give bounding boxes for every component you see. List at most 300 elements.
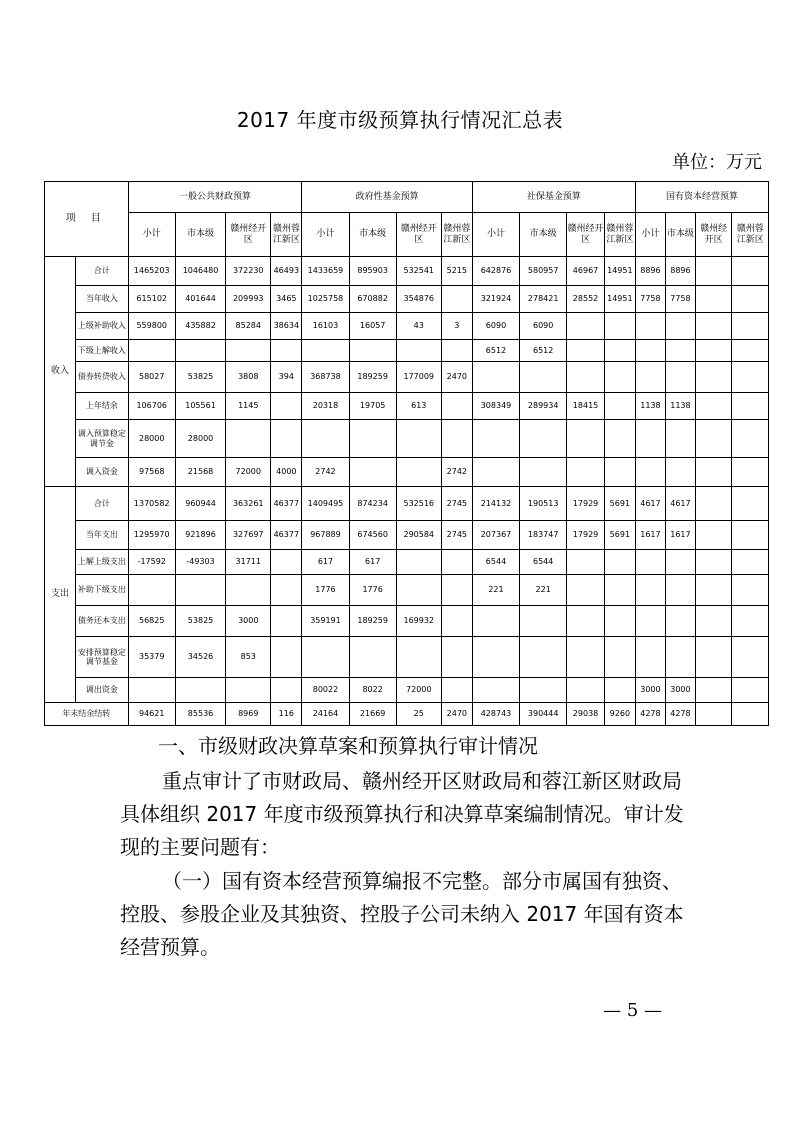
row-label: 补助下级支出 bbox=[76, 575, 129, 606]
table-cell bbox=[271, 393, 302, 420]
table-cell: 3465 bbox=[271, 286, 302, 313]
table-cell bbox=[441, 340, 472, 362]
table-cell: 105561 bbox=[175, 393, 225, 420]
table-cell: 19705 bbox=[349, 393, 396, 420]
table-title: 2017 年度市级预算执行情况汇总表 bbox=[236, 108, 564, 132]
paragraph-2-lead: （一）国有资本经营预算编报不完整。 bbox=[162, 869, 502, 893]
table-cell bbox=[302, 420, 349, 458]
table-cell bbox=[567, 458, 605, 487]
table-cell bbox=[349, 340, 396, 362]
table-cell: 580957 bbox=[520, 257, 567, 286]
table-cell: 532516 bbox=[396, 487, 441, 521]
table-row bbox=[45, 487, 769, 521]
table-cell: 6544 bbox=[520, 550, 567, 575]
table-cell bbox=[520, 362, 567, 393]
table-cell bbox=[226, 420, 271, 458]
table-cell bbox=[695, 521, 731, 550]
table-cell bbox=[695, 340, 731, 362]
table-cell: 321924 bbox=[472, 286, 519, 313]
table-cell bbox=[695, 606, 731, 637]
table-cell bbox=[635, 420, 665, 458]
table-cell: 1433659 bbox=[302, 257, 349, 286]
table-cell bbox=[396, 458, 441, 487]
table-cell: 3 bbox=[441, 313, 472, 340]
table-cell bbox=[175, 575, 225, 606]
table-cell bbox=[665, 606, 695, 637]
table-cell bbox=[567, 420, 605, 458]
row-label: 上年结余 bbox=[76, 393, 129, 420]
group-header: 政府性基金预算 bbox=[302, 182, 473, 213]
table-cell bbox=[665, 313, 695, 340]
table-cell: 617 bbox=[349, 550, 396, 575]
table-cell: 28552 bbox=[567, 286, 605, 313]
section-label: 支出 bbox=[45, 487, 76, 703]
table-cell: 1138 bbox=[665, 393, 695, 420]
table-cell bbox=[732, 257, 769, 286]
table-cell bbox=[567, 362, 605, 393]
table-cell bbox=[271, 637, 302, 678]
table-cell: 359191 bbox=[302, 606, 349, 637]
table-cell: 25 bbox=[396, 703, 441, 726]
table-cell: 327697 bbox=[226, 521, 271, 550]
table-cell: 16103 bbox=[302, 313, 349, 340]
table-cell: 43 bbox=[396, 313, 441, 340]
table-cell bbox=[604, 575, 635, 606]
column-header: 小计 bbox=[472, 213, 519, 257]
table-cell: 14951 bbox=[604, 286, 635, 313]
table-cell: 290584 bbox=[396, 521, 441, 550]
table-cell: 106706 bbox=[128, 393, 175, 420]
table-cell bbox=[665, 458, 695, 487]
table-cell: 4278 bbox=[635, 703, 665, 726]
table-cell bbox=[604, 678, 635, 703]
table-cell: 209993 bbox=[226, 286, 271, 313]
table-cell: 29038 bbox=[567, 703, 605, 726]
table-cell: 183747 bbox=[520, 521, 567, 550]
table-cell: 1370582 bbox=[128, 487, 175, 521]
table-cell: 1046480 bbox=[175, 257, 225, 286]
table-cell: 308349 bbox=[472, 393, 519, 420]
paragraph-1: 重点审计了市财政局、赣州经开区财政局和蓉江新区财政局具体组织 2017 年度市级预算执行和决算草案编制情况。审计发现的主要问题有： bbox=[120, 769, 684, 859]
table-cell: 1409495 bbox=[302, 487, 349, 521]
table-cell: 7758 bbox=[665, 286, 695, 313]
column-header: 赣州蓉江新区 bbox=[441, 213, 472, 257]
table-cell bbox=[349, 420, 396, 458]
table-cell bbox=[635, 550, 665, 575]
table-cell bbox=[441, 420, 472, 458]
table-cell: 31711 bbox=[226, 550, 271, 575]
table-cell bbox=[441, 550, 472, 575]
table-cell bbox=[732, 420, 769, 458]
table-cell bbox=[695, 420, 731, 458]
table-cell bbox=[175, 340, 225, 362]
table-cell: 2742 bbox=[302, 458, 349, 487]
table-cell bbox=[441, 678, 472, 703]
table-cell bbox=[441, 286, 472, 313]
table-cell bbox=[695, 286, 731, 313]
table-cell: 1025758 bbox=[302, 286, 349, 313]
table-row bbox=[45, 340, 769, 362]
column-header: 小计 bbox=[635, 213, 665, 257]
table-cell bbox=[472, 458, 519, 487]
table-cell: 4617 bbox=[665, 487, 695, 521]
table-cell bbox=[732, 550, 769, 575]
table-row bbox=[45, 393, 769, 420]
table-cell bbox=[604, 393, 635, 420]
table-cell bbox=[665, 575, 695, 606]
table-cell: 4000 bbox=[271, 458, 302, 487]
table-cell bbox=[732, 393, 769, 420]
table-cell: 3000 bbox=[635, 678, 665, 703]
paragraph-2 bbox=[120, 865, 695, 964]
table-cell: 1465203 bbox=[128, 257, 175, 286]
table-cell: 21568 bbox=[175, 458, 225, 487]
table-cell: 1776 bbox=[349, 575, 396, 606]
table-cell bbox=[396, 420, 441, 458]
table-cell bbox=[695, 257, 731, 286]
table-cell: 72000 bbox=[226, 458, 271, 487]
row-label: 上解上级支出 bbox=[76, 550, 129, 575]
table-cell: 642876 bbox=[472, 257, 519, 286]
table-row bbox=[45, 678, 769, 703]
table-cell: 5691 bbox=[604, 487, 635, 521]
table-cell: 16057 bbox=[349, 313, 396, 340]
table-cell: 189259 bbox=[349, 606, 396, 637]
section-heading: 一、市级财政决算草案和预算执行审计情况 bbox=[158, 734, 538, 758]
table-cell: 354876 bbox=[396, 286, 441, 313]
table-row bbox=[45, 313, 769, 340]
group-header: 国有资本经营预算 bbox=[635, 182, 768, 213]
table-cell: 97568 bbox=[128, 458, 175, 487]
table-cell bbox=[732, 340, 769, 362]
table-cell bbox=[520, 606, 567, 637]
table-cell: 8969 bbox=[226, 703, 271, 726]
table-cell bbox=[665, 550, 695, 575]
table-cell bbox=[396, 550, 441, 575]
column-header: 赣州蓉江新区 bbox=[271, 213, 302, 257]
table-cell: 80022 bbox=[302, 678, 349, 703]
table-cell: 4617 bbox=[635, 487, 665, 521]
table-cell bbox=[520, 637, 567, 678]
table-cell bbox=[604, 362, 635, 393]
table-cell bbox=[520, 420, 567, 458]
table-cell bbox=[635, 362, 665, 393]
table-row bbox=[45, 257, 769, 286]
table-cell: 4278 bbox=[665, 703, 695, 726]
row-label: 上级补助收入 bbox=[76, 313, 129, 340]
table-cell bbox=[271, 575, 302, 606]
table-cell bbox=[695, 550, 731, 575]
row-label: 调入预算稳定调节金 bbox=[76, 420, 129, 458]
table-cell: 17929 bbox=[567, 521, 605, 550]
table-cell: 2745 bbox=[441, 487, 472, 521]
table-cell bbox=[441, 393, 472, 420]
table-cell bbox=[271, 606, 302, 637]
column-header: 市本级 bbox=[520, 213, 567, 257]
table-cell bbox=[635, 575, 665, 606]
table-cell: 189259 bbox=[349, 362, 396, 393]
table-cell bbox=[732, 606, 769, 637]
table-cell: 435882 bbox=[175, 313, 225, 340]
table-cell bbox=[302, 340, 349, 362]
table-cell bbox=[665, 362, 695, 393]
table-cell bbox=[349, 458, 396, 487]
row-label: 债券转贷收入 bbox=[76, 362, 129, 393]
table-cell: 177009 bbox=[396, 362, 441, 393]
row-label: 当年支出 bbox=[76, 521, 129, 550]
table-cell: 372230 bbox=[226, 257, 271, 286]
table-cell: 21669 bbox=[349, 703, 396, 726]
table-cell bbox=[349, 637, 396, 678]
table-cell: 1138 bbox=[635, 393, 665, 420]
table-cell: 35379 bbox=[128, 637, 175, 678]
table-cell: 278421 bbox=[520, 286, 567, 313]
table-cell: 921896 bbox=[175, 521, 225, 550]
table-cell bbox=[695, 313, 731, 340]
table-cell bbox=[665, 420, 695, 458]
table-cell: 532541 bbox=[396, 257, 441, 286]
table-cell bbox=[520, 458, 567, 487]
table-cell: 46967 bbox=[567, 257, 605, 286]
table-cell: -49303 bbox=[175, 550, 225, 575]
table-cell: 7758 bbox=[635, 286, 665, 313]
table-cell: 613 bbox=[396, 393, 441, 420]
paragraph-2-rest: 部分市属国有独资、控股、参股企业及其独资、控股子公司未纳入 2017 年国有资本经营预算。 bbox=[120, 869, 684, 959]
table-cell bbox=[472, 678, 519, 703]
table-cell bbox=[604, 458, 635, 487]
table-cell bbox=[567, 313, 605, 340]
table-cell: 85284 bbox=[226, 313, 271, 340]
table-row bbox=[45, 420, 769, 458]
table-cell: -17592 bbox=[128, 550, 175, 575]
row-label: 债务还本支出 bbox=[76, 606, 129, 637]
group-header: 一般公共财政预算 bbox=[128, 182, 302, 213]
table-cell bbox=[695, 458, 731, 487]
table-cell: 9260 bbox=[604, 703, 635, 726]
row-label: 安排预算稳定调节基金 bbox=[76, 637, 129, 678]
table-cell: 169932 bbox=[396, 606, 441, 637]
table-row bbox=[45, 550, 769, 575]
table-cell: 221 bbox=[472, 575, 519, 606]
table-cell: 967889 bbox=[302, 521, 349, 550]
table-cell bbox=[695, 575, 731, 606]
table-cell bbox=[567, 637, 605, 678]
table-cell: 94621 bbox=[128, 703, 175, 726]
table-cell bbox=[567, 606, 605, 637]
table-cell: 3000 bbox=[665, 678, 695, 703]
table-cell: 116 bbox=[271, 703, 302, 726]
table-cell bbox=[732, 521, 769, 550]
table-cell: 14951 bbox=[604, 257, 635, 286]
table-cell: 5691 bbox=[604, 521, 635, 550]
row-label: 下级上解收入 bbox=[76, 340, 129, 362]
table-cell: 5215 bbox=[441, 257, 472, 286]
table-cell bbox=[175, 678, 225, 703]
table-cell: 28000 bbox=[128, 420, 175, 458]
table-cell: 1617 bbox=[635, 521, 665, 550]
table-cell: 56825 bbox=[128, 606, 175, 637]
column-header: 市本级 bbox=[665, 213, 695, 257]
row-label: 合计 bbox=[76, 487, 129, 521]
table-cell: 874234 bbox=[349, 487, 396, 521]
table-row bbox=[45, 362, 769, 393]
table-cell bbox=[271, 420, 302, 458]
table-row bbox=[45, 606, 769, 637]
column-header: 赣州经开区 bbox=[567, 213, 605, 257]
table-cell bbox=[567, 550, 605, 575]
table-cell bbox=[695, 487, 731, 521]
table-cell bbox=[472, 637, 519, 678]
table-cell: 289934 bbox=[520, 393, 567, 420]
table-row bbox=[45, 286, 769, 313]
table-cell bbox=[604, 340, 635, 362]
table-cell bbox=[128, 678, 175, 703]
table-cell bbox=[271, 678, 302, 703]
table-cell bbox=[302, 637, 349, 678]
table-cell: 8022 bbox=[349, 678, 396, 703]
column-header: 市本级 bbox=[349, 213, 396, 257]
group-header: 社保基金预算 bbox=[472, 182, 635, 213]
table-cell bbox=[271, 550, 302, 575]
table-cell bbox=[635, 340, 665, 362]
table-cell: 3808 bbox=[226, 362, 271, 393]
table-cell bbox=[567, 575, 605, 606]
table-cell: 2470 bbox=[441, 362, 472, 393]
table-cell: 18415 bbox=[567, 393, 605, 420]
table-cell bbox=[396, 575, 441, 606]
table-cell: 24164 bbox=[302, 703, 349, 726]
table-cell: 38634 bbox=[271, 313, 302, 340]
table-cell: 46377 bbox=[271, 521, 302, 550]
table-cell bbox=[732, 637, 769, 678]
unit-label: 单位：万元 bbox=[672, 152, 762, 173]
row-label: 当年收入 bbox=[76, 286, 129, 313]
budget-summary-table bbox=[44, 181, 769, 726]
row-label: 调出资金 bbox=[76, 678, 129, 703]
table-cell bbox=[441, 575, 472, 606]
table-cell bbox=[604, 420, 635, 458]
column-header: 赣州经开区 bbox=[226, 213, 271, 257]
table-cell bbox=[604, 637, 635, 678]
table-cell: 6544 bbox=[472, 550, 519, 575]
table-cell bbox=[635, 458, 665, 487]
section-label: 收入 bbox=[45, 257, 76, 487]
row-label: 合计 bbox=[76, 257, 129, 286]
table-cell bbox=[732, 458, 769, 487]
table-cell bbox=[732, 286, 769, 313]
table-cell: 85536 bbox=[175, 703, 225, 726]
table-cell: 559800 bbox=[128, 313, 175, 340]
table-cell: 207367 bbox=[472, 521, 519, 550]
item-header: 项 目 bbox=[45, 182, 129, 257]
table-cell: 853 bbox=[226, 637, 271, 678]
table-cell bbox=[695, 393, 731, 420]
table-cell: 2745 bbox=[441, 521, 472, 550]
column-header: 赣州蓉江新区 bbox=[732, 213, 769, 257]
table-cell bbox=[635, 637, 665, 678]
table-cell: 1617 bbox=[665, 521, 695, 550]
table-cell: 72000 bbox=[396, 678, 441, 703]
table-cell: 617 bbox=[302, 550, 349, 575]
table-cell bbox=[665, 637, 695, 678]
table-cell bbox=[396, 340, 441, 362]
table-cell: 1295970 bbox=[128, 521, 175, 550]
table-cell bbox=[396, 637, 441, 678]
table-cell: 1145 bbox=[226, 393, 271, 420]
table-cell: 214132 bbox=[472, 487, 519, 521]
table-cell: 6512 bbox=[520, 340, 567, 362]
table-cell bbox=[695, 703, 731, 726]
table-row bbox=[45, 575, 769, 606]
table-cell bbox=[128, 575, 175, 606]
table-cell: 6090 bbox=[472, 313, 519, 340]
row-label: 调入资金 bbox=[76, 458, 129, 487]
table-cell: 221 bbox=[520, 575, 567, 606]
column-header: 赣州经开区 bbox=[695, 213, 731, 257]
table-cell: 3000 bbox=[226, 606, 271, 637]
table-cell bbox=[604, 313, 635, 340]
table-cell bbox=[520, 678, 567, 703]
table-cell bbox=[226, 678, 271, 703]
table-cell bbox=[226, 575, 271, 606]
table-cell bbox=[732, 575, 769, 606]
table-cell bbox=[226, 340, 271, 362]
table-cell bbox=[441, 606, 472, 637]
table-cell: 390444 bbox=[520, 703, 567, 726]
table-cell: 53825 bbox=[175, 362, 225, 393]
table-cell bbox=[472, 606, 519, 637]
page-number: — 5 — bbox=[603, 1000, 662, 1021]
table-cell bbox=[567, 678, 605, 703]
table-cell bbox=[732, 362, 769, 393]
table-cell: 615102 bbox=[128, 286, 175, 313]
table-cell: 58027 bbox=[128, 362, 175, 393]
table-cell bbox=[695, 678, 731, 703]
table-cell: 960944 bbox=[175, 487, 225, 521]
table-cell: 8896 bbox=[635, 257, 665, 286]
row-label: 年末结余结转 bbox=[45, 703, 129, 726]
table-cell bbox=[695, 362, 731, 393]
table-cell bbox=[567, 340, 605, 362]
table-cell bbox=[695, 637, 731, 678]
table-cell bbox=[441, 637, 472, 678]
table-cell: 190513 bbox=[520, 487, 567, 521]
table-cell bbox=[635, 313, 665, 340]
table-cell bbox=[732, 487, 769, 521]
table-row bbox=[45, 637, 769, 678]
table-cell: 1776 bbox=[302, 575, 349, 606]
table-cell bbox=[635, 606, 665, 637]
table-cell: 368738 bbox=[302, 362, 349, 393]
table-cell: 34526 bbox=[175, 637, 225, 678]
table-cell bbox=[128, 340, 175, 362]
table-row bbox=[45, 458, 769, 487]
table-row-final bbox=[45, 703, 769, 726]
table-cell: 46493 bbox=[271, 257, 302, 286]
table-cell: 17929 bbox=[567, 487, 605, 521]
table-cell bbox=[472, 362, 519, 393]
table-cell: 394 bbox=[271, 362, 302, 393]
column-header: 小计 bbox=[128, 213, 175, 257]
table-cell: 46377 bbox=[271, 487, 302, 521]
table-cell: 674560 bbox=[349, 521, 396, 550]
table-cell bbox=[604, 606, 635, 637]
table-cell: 8896 bbox=[665, 257, 695, 286]
column-header: 小计 bbox=[302, 213, 349, 257]
column-header: 赣州经开区 bbox=[396, 213, 441, 257]
table-cell: 895903 bbox=[349, 257, 396, 286]
table-cell: 401644 bbox=[175, 286, 225, 313]
